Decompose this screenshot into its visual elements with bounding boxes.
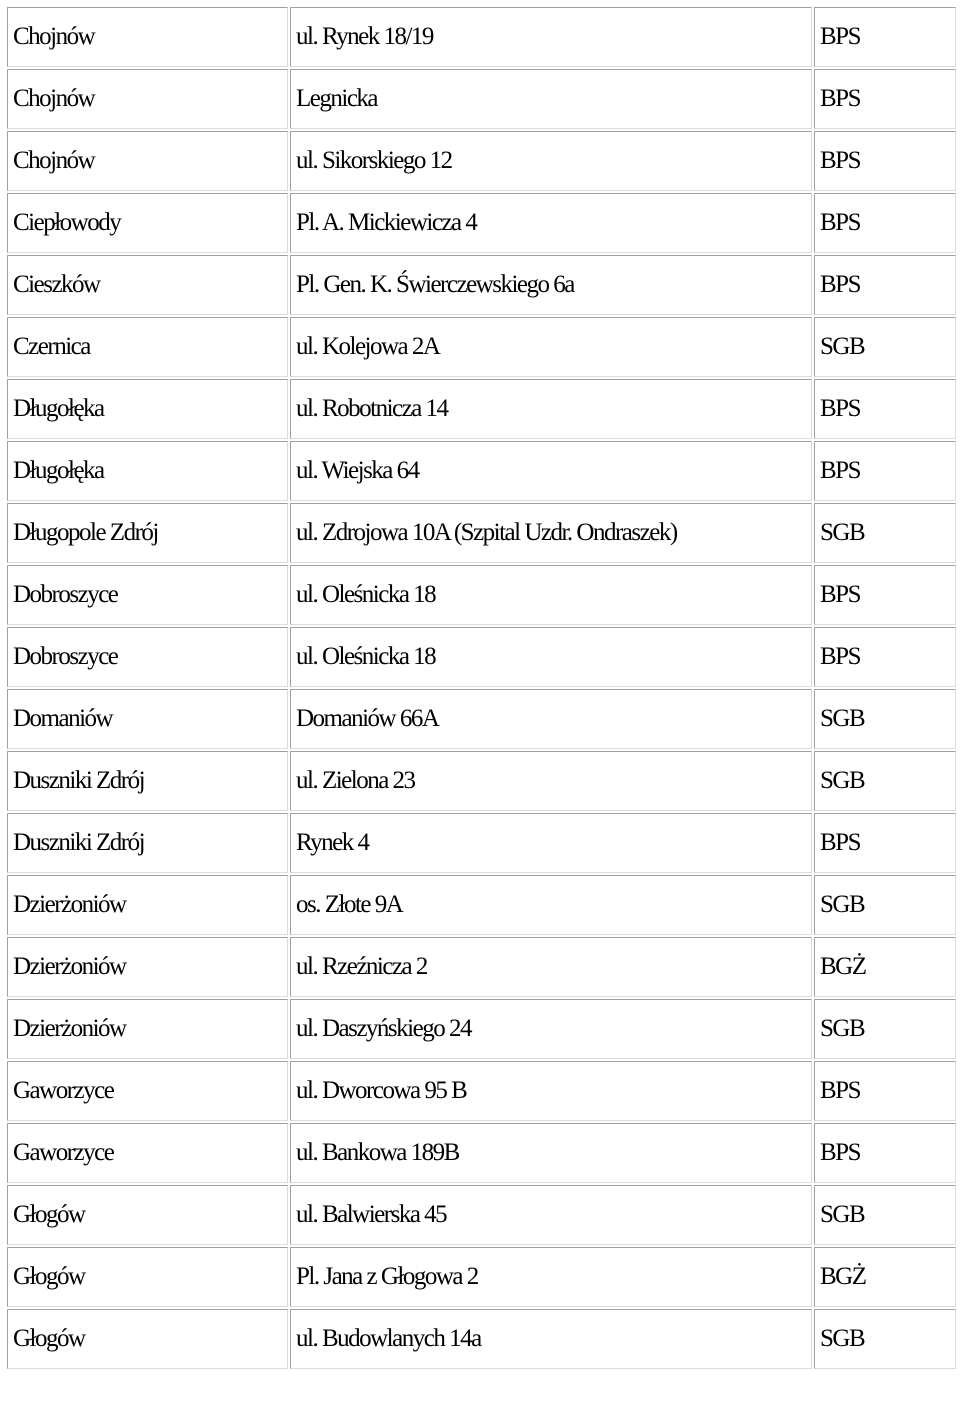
city-cell: Głogów	[7, 1247, 288, 1307]
address-cell: ul. Zdrojowa 10A (Szpital Uzdr. Ondraszek)	[290, 503, 812, 563]
table-row	[7, 875, 956, 935]
address-cell: os. Złote 9A	[290, 875, 812, 935]
city-cell: Dzierżoniów	[7, 875, 288, 935]
bank-cell: SGB	[814, 1185, 956, 1245]
address-cell: Legnicka	[290, 69, 812, 129]
city-cell: Gaworzyce	[7, 1123, 288, 1183]
table-row	[7, 441, 956, 501]
bank-cell: BPS	[814, 255, 956, 315]
table-row	[7, 317, 956, 377]
table-row	[7, 999, 956, 1059]
bank-cell: SGB	[814, 999, 956, 1059]
table-row	[7, 1309, 956, 1369]
table-row	[7, 503, 956, 563]
city-cell: Chojnów	[7, 131, 288, 191]
city-cell: Duszniki Zdrój	[7, 751, 288, 811]
address-cell: ul. Balwierska 45	[290, 1185, 812, 1245]
table-row	[7, 1123, 956, 1183]
address-cell: ul. Sikorskiego 12	[290, 131, 812, 191]
address-cell: ul. Wiejska 64	[290, 441, 812, 501]
table-row	[7, 627, 956, 687]
table-row	[7, 255, 956, 315]
bank-cell: SGB	[814, 503, 956, 563]
address-cell: Pl. Jana z Głogowa 2	[290, 1247, 812, 1307]
city-cell: Chojnów	[7, 69, 288, 129]
city-cell: Dzierżoniów	[7, 999, 288, 1059]
address-cell: ul. Robotnicza 14	[290, 379, 812, 439]
table-row	[7, 131, 956, 191]
address-cell: ul. Zielona 23	[290, 751, 812, 811]
bank-cell: BPS	[814, 441, 956, 501]
bank-cell: BPS	[814, 1061, 956, 1121]
address-cell: Rynek 4	[290, 813, 812, 873]
city-cell: Gaworzyce	[7, 1061, 288, 1121]
address-cell: ul. Kolejowa 2A	[290, 317, 812, 377]
bank-cell: BPS	[814, 7, 956, 67]
address-cell: ul. Oleśnicka 18	[290, 565, 812, 625]
table-row	[7, 7, 956, 67]
branch-table	[5, 5, 958, 1371]
city-cell: Domaniów	[7, 689, 288, 749]
address-cell: ul. Dworcowa 95 B	[290, 1061, 812, 1121]
table-row	[7, 751, 956, 811]
bank-cell: BPS	[814, 193, 956, 253]
table-row	[7, 937, 956, 997]
city-cell: Duszniki Zdrój	[7, 813, 288, 873]
city-cell: Głogów	[7, 1185, 288, 1245]
city-cell: Głogów	[7, 1309, 288, 1369]
address-cell: Pl. A. Mickiewicza 4	[290, 193, 812, 253]
table-row	[7, 565, 956, 625]
city-cell: Długołęka	[7, 379, 288, 439]
city-cell: Czernica	[7, 317, 288, 377]
table-row	[7, 813, 956, 873]
table-row	[7, 1247, 956, 1307]
bank-cell: BGŻ	[814, 937, 956, 997]
address-cell: ul. Rzeźnicza 2	[290, 937, 812, 997]
address-cell: ul. Oleśnicka 18	[290, 627, 812, 687]
bank-cell: BPS	[814, 1123, 956, 1183]
bank-cell: BPS	[814, 379, 956, 439]
city-cell: Dobroszyce	[7, 565, 288, 625]
city-cell: Dobroszyce	[7, 627, 288, 687]
address-cell: ul. Budowlanych 14a	[290, 1309, 812, 1369]
table-row	[7, 193, 956, 253]
bank-cell: SGB	[814, 689, 956, 749]
table-row	[7, 69, 956, 129]
bank-cell: BPS	[814, 131, 956, 191]
bank-cell: SGB	[814, 1309, 956, 1369]
bank-cell: BPS	[814, 69, 956, 129]
city-cell: Cieszków	[7, 255, 288, 315]
bank-cell: BPS	[814, 565, 956, 625]
city-cell: Długopole Zdrój	[7, 503, 288, 563]
bank-cell: BPS	[814, 627, 956, 687]
city-cell: Dzierżoniów	[7, 937, 288, 997]
address-cell: Domaniów 66A	[290, 689, 812, 749]
address-cell: Pl. Gen. K. Świerczewskiego 6a	[290, 255, 812, 315]
bank-cell: BGŻ	[814, 1247, 956, 1307]
table-row	[7, 1185, 956, 1245]
bank-cell: SGB	[814, 317, 956, 377]
table-row	[7, 379, 956, 439]
address-cell: ul. Bankowa 189B	[290, 1123, 812, 1183]
address-cell: ul. Rynek 18/19	[290, 7, 812, 67]
branch-table-body	[7, 7, 956, 1369]
city-cell: Ciepłowody	[7, 193, 288, 253]
bank-cell: BPS	[814, 813, 956, 873]
table-row	[7, 689, 956, 749]
table-row	[7, 1061, 956, 1121]
bank-cell: SGB	[814, 751, 956, 811]
city-cell: Długołęka	[7, 441, 288, 501]
bank-cell: SGB	[814, 875, 956, 935]
address-cell: ul. Daszyńskiego 24	[290, 999, 812, 1059]
city-cell: Chojnów	[7, 7, 288, 67]
